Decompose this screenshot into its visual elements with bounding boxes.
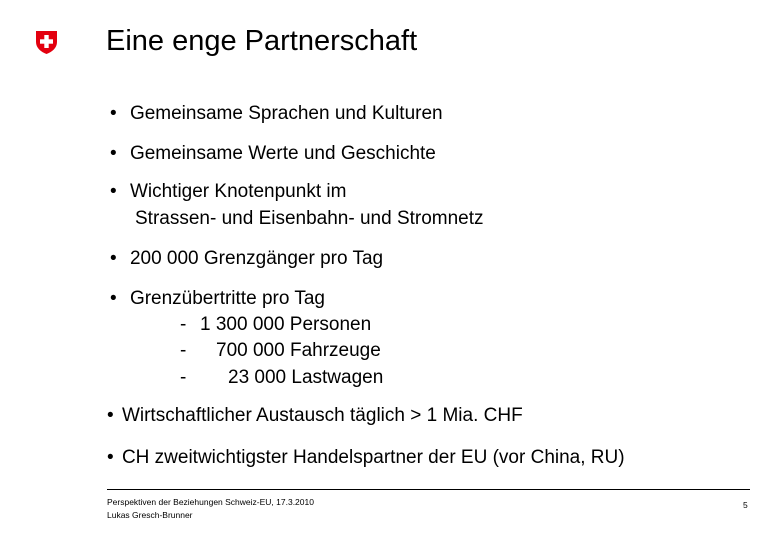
bullet-text: der EU (vor China, RU)	[422, 447, 625, 468]
bullet-marker: •	[110, 143, 117, 164]
sub-item-text: 1 300 000 Personen	[200, 314, 372, 335]
bullet-text: pro Tag	[261, 288, 325, 309]
sub-item-text: 23 000 Lastwagen	[228, 367, 384, 388]
slide-title: Eine enge Partnerschaft	[106, 25, 418, 57]
bullet-text: > 1 Mia. CHF	[404, 405, 523, 426]
bullet-marker: •	[107, 447, 114, 468]
bullet-item	[107, 448, 625, 467]
sub-dash: -	[180, 314, 187, 335]
bullet-text: Kulturen	[371, 103, 443, 124]
sub-item-text: 700 000 Fahrzeuge	[216, 340, 381, 361]
bullet-text: Gemeinsame	[129, 103, 249, 124]
bullet-item	[110, 182, 346, 201]
bullet-marker: •	[110, 103, 117, 124]
bullet-text: Werte	[248, 143, 299, 164]
bullet-text: Grenzgänger pro Tag	[203, 248, 384, 269]
swiss-cross-icon	[35, 30, 58, 55]
footer-author: Lukas Gresch-Brunner	[107, 510, 193, 520]
footer-divider	[107, 489, 750, 490]
bullet-text: Gemeinsame	[129, 143, 249, 164]
bullet-text: CH	[121, 447, 155, 468]
sub-dash: -	[180, 367, 187, 388]
bullet-marker: •	[107, 405, 114, 426]
bullet-text: Grenzübertritte	[129, 288, 262, 309]
bullet-text: täglich	[350, 405, 405, 426]
bullet-continuation: Strassen- und Eisenbahn- und Stromnetz	[135, 208, 484, 229]
bullet-marker: •	[110, 181, 117, 202]
bullet-marker: •	[110, 248, 117, 269]
sub-item	[180, 341, 186, 360]
bullet-item	[107, 406, 523, 425]
bullet-item	[110, 289, 325, 308]
bullet-text: Geschichte	[340, 143, 436, 164]
sub-dash: -	[180, 340, 187, 361]
sub-item	[180, 315, 186, 334]
page-number: 5	[743, 500, 748, 510]
bullet-item	[110, 104, 443, 123]
bullet-text: und	[329, 103, 372, 124]
bullet-item	[110, 249, 383, 268]
bullet-item	[110, 144, 436, 163]
bullet-text: zweitwichtigster Handelspartner	[154, 447, 423, 468]
sub-item	[180, 368, 186, 387]
bullet-text: und	[298, 143, 341, 164]
bullet-marker: •	[110, 288, 117, 309]
bullet-text: Sprachen	[248, 103, 330, 124]
footer-title: Perspektiven der Beziehungen Schweiz-EU, 17.3.2010	[107, 497, 314, 507]
bullet-text: Wichtiger Knotenpunkt im	[129, 181, 347, 202]
bullet-text: 200 000	[129, 248, 204, 269]
bullet-text: Wirtschaftlicher Austausch	[121, 405, 351, 426]
